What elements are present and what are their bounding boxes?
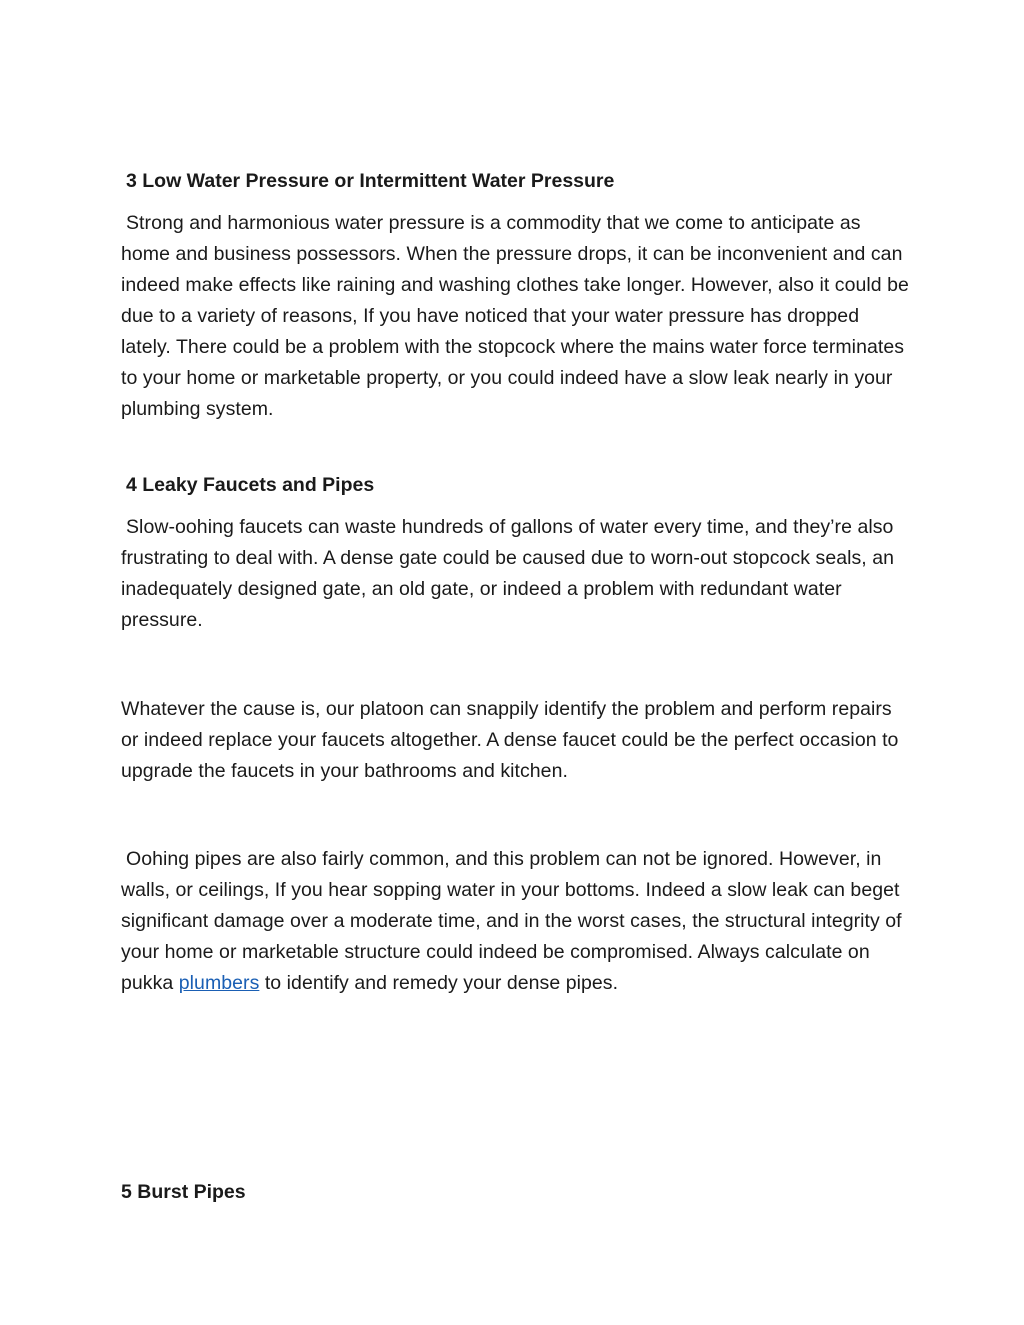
section-4-paragraph-3 bbox=[121, 844, 911, 999]
section-4-paragraph-1-text: Slow-oohing faucets can waste hundreds of gallons of water every time, and they’re also frustrating to deal with. A dense gate could be caused due to worn-out stopcock seals, an inadequately designed gate, an old gate, or indeed a problem with redundant water pressure. bbox=[121, 516, 895, 631]
section-4-paragraph-3-text-after-link: to identify and remedy your dense pipes. bbox=[259, 972, 619, 994]
section-3-paragraph bbox=[121, 208, 911, 425]
section-3-paragraph-text: Strong and harmonious water pressure is a commodity that we come to anticipate as home and business possessors. When the pressure drops, it can be inconvenient and can indeed make effects like raining and washing clothes take longer. However, also it could be due to a variety of reasons, If you have noticed that your water pressure has dropped lately. There could be a problem with the stopcock where the mains water force terminates to your home or marketable property, or you could indeed have a slow leak nearly in your plumbing system. bbox=[121, 212, 909, 420]
section-4-heading: 4 Leaky Faucets and Pipes bbox=[126, 474, 375, 496]
section-4-paragraph-2: Whatever the cause is, our platoon can snappily identify the problem and perform repairs or indeed replace your faucets altogether. A dense faucet could be the perfect occasion to upgrade the faucets in your bathrooms and kitchen. bbox=[121, 698, 899, 782]
section-4-paragraph-3-text-before-link: Oohing pipes are also fairly common, and this problem can not be ignored. However, in walls, or ceilings, If you hear sopping water in your bottoms. Indeed a slow leak can beget significant damage over a moderate time, and in the worst cases, the structural integrity of your home or marketable structure could indeed be compromised. Always calculate on pukka bbox=[121, 848, 902, 994]
plumbers-link[interactable]: plumbers bbox=[178, 972, 260, 994]
section-4-paragraph-1 bbox=[121, 512, 911, 636]
section-5-heading: 5 Burst Pipes bbox=[121, 1181, 246, 1203]
section-3-heading: 3 Low Water Pressure or Intermittent Water Pressure bbox=[126, 170, 615, 192]
